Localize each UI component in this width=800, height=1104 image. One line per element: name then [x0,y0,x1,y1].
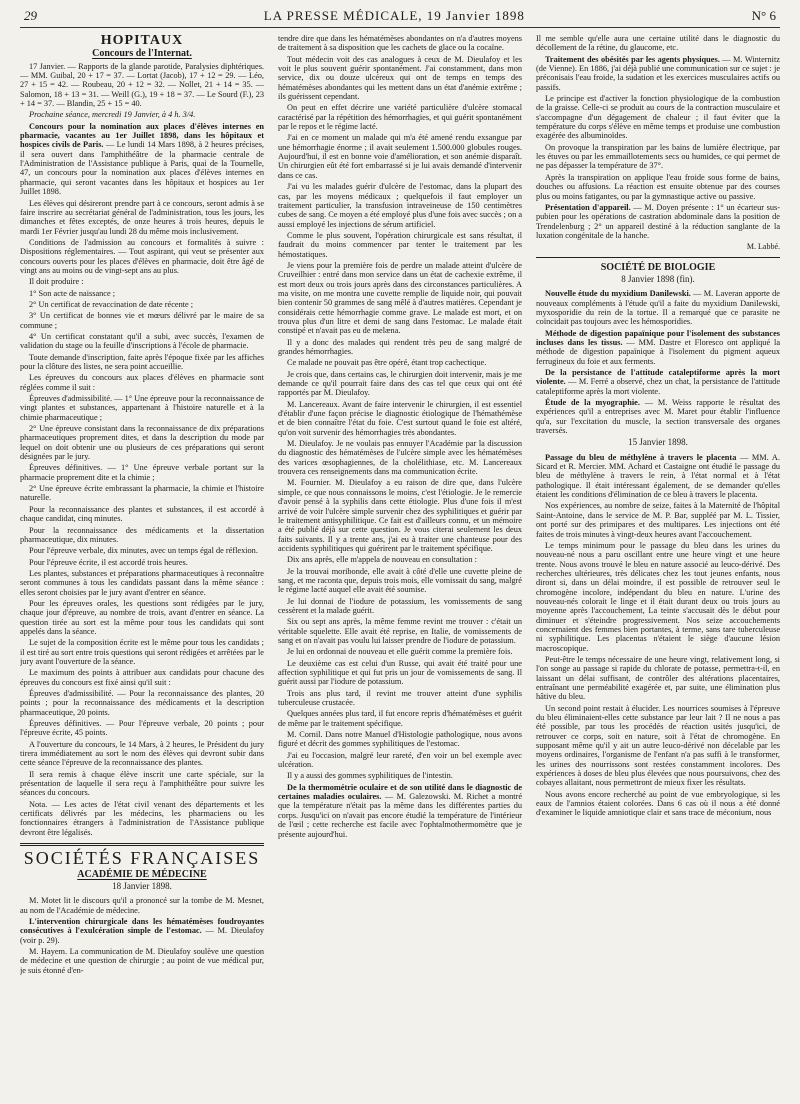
paragraph: On provoque la transpiration par les bains de lumière électrique, par les étuves ou par les emmaillotements secs ou humides, ce qui permet de ne pas dépasser la température de 37°. [536,142,780,171]
divider [536,257,780,258]
paragraph: 4° Un certificat constatant qu'il a subi, avec succès, l'examen de validation du stage ou la feuille d'inscriptions à l'école de pharmacie. [20,331,264,351]
paragraph: Le temps minimum pour le passage du bleu dans les urines du nouveau-né nous a paru oscillant entre une heure vingt et une heure trente. Nous avons trouvé le bleu en nature associé au leuco-dérivé. Des recherches ultérieures, très délicates chez les tout jeunes enfants, nous diront si, dans un délai moindre, il est possible de retrouver seul le chromogène incolore, indépendant du bleu en nature. L'urine des nouveau-nés colorait le linge et il était durant deux ou trois jours au moyenne après l'accouchement, La teinte s'accusait dès le début pour diminuer et s'éteindre progressivement. Nos seize accouchements concernaient des femmes bien portantes, à terme, sans tare tuberculeuse ni syphilitique. Les placentas n'étaient le siège d'aucune lésion macroscopique. [536,540,780,653]
paragraph: J'ai en ce moment un malade qui m'a été amené rendu exsangue par une hémorrhagie énorme ; il avait seulement 1.500.000 globules rouges. Aujourd'hui, il est en bonne voie d'amélioration, et son anémie disparaît. Un chirurgien eût été fort embarrassé si je lui avais demandé d'intervenir dans ce cas. [278,133,522,180]
paragraph-text: — M. Laveran apporte de nouveaux compléments à l'étude qu'il a faite du myxidium Danilewski, myxosporidie du rein de la tortue. Il a remarqué que ce parasite ne coïncidait pas toujours avec les hémosporidies. [536,289,780,327]
paragraph: M. Fournier. M. Dieulafoy a eu raison de dire que, dans l'ulcère simple, ce que nous connaissons le moins, c'est l'étiologie. Je le remercie d'avoir pensé à la syphilis dans cette étiologie. Plus d'une fois il m'est arrivé de voir l'ulcère simple survenir chez des syphilitiques et guérir par le traitement antisyphilitique. Ce fait est d'ailleurs connu, et un mémoire a été publié déjà sur cette question. Je vous citerai seulement les deux faits suivants. Il y a trente ans, j'ai eu à traiter une chanteuse pour des accidents syphilitiques qui guérirent par le traitement spécifique. [278,478,522,553]
paragraph: Il doit produire : [29,277,84,287]
paragraph: On peut en effet décrire une variété particulière d'ulcère stomacal caractérisé par la répétition des hémorrhagies, et qui guérit spontanément par le repos et le régime lacté. [278,103,522,132]
paragraph-text: — M. Doyen présente : 1° un écarteur sus-pubien pour les opérations de castration abdominale dans la position de Trendelenburg ; 2° un appareil destiné à la réduction sanglante de la luxation congénitale de la hanche. [536,202,780,240]
paragraph: Toute demande d'inscription, faite après l'époque fixée par les affiches pour la clôture des listes, ne sera point accueillie. [20,352,264,371]
paragraph: Le sujet de la composition écrite est le même pour tous les candidats ; il est tiré au sort entre trois questions qui seront rédigées et arrêtées par le jury avant l'ouverture de la séance. [20,638,264,666]
paragraph [20,122,264,197]
paragraph: Épreuves d'admissibilité. — Pour la reconnaissance des plantes, 20 points ; pour la reconnaissance des médicaments et la description pharmaceutique, 20 points. [20,689,264,717]
subsection-internat: Concours de l'Internat. [92,48,192,60]
running-head [20,8,780,28]
paragraph: Ce malade ne pouvait pas être opéré, étant trop cachectique. [287,358,487,368]
paragraph-text: — MM. Dastre et Floresco ont appliqué la méthode de digestion papaïnique à l'isolement du pigment aqueux ferrugineux du foie et aux ferments. [536,337,780,366]
paragraph: Le maximum des points à attribuer aux candidats pour chacune des épreuves du concours est fixé ainsi qu'il suit : [20,668,264,687]
paragraph: Il y a aussi des gommes syphilitiques de l'intestin. [287,771,453,781]
section-hopitaux: HOPITAUX [100,34,184,48]
paragraph-text: — M. Winternitz (de Vienne). En 1886, j'ai déjà publié une communication sur ce sujet : je préconisais l'eau froide, la sudation et les exercices musculaires actifs ou passifs. [536,54,780,92]
session-date: 8 Janvier 1898 (fin). [621,273,695,284]
paragraph-text: — M. Weiss rapporte le résultat des expériences qu'il a entreprises avec M. Maret pour établir l'influence qu'a, sur l'excitation du muscle, la section transversale des organes traversés. [536,398,780,436]
paragraph: 17 Janvier. — Rapports de la glande parotide, Paralysies diphtériques. — MM. Guibal, 20 + 17 = 37. — Lortat (Jacob), 17 + 12 = 29. — Léo, 27 + 15 = 42. — Roubeau, 20 + 12 = 32. — Nollet, 21 + 14 = 35. — Salomon, 18 + 13 = 31. — Weill (G.), 19 + 18 = 37. — Le Sourd (F.), 23 + 14 = 37. — Blandin, 25 + 15 = 40. [20,61,264,109]
paragraph: Quelques années plus tard, il fut encore repris d'hématémèses et guérit de même par le traitement spécifique. [278,709,522,728]
paragraph-heading: Traitement des obésités par les agents physiques. [545,54,720,64]
paragraph-heading: De la persistance de l'attitude cataleptiforme après la mort violente. [536,368,780,387]
section-societe-biologie: SOCIÉTÉ DE BIOLOGIE [600,261,716,273]
paragraph: Je lui en ordonnai de nouveau et elle guérit comme la première fois. [287,647,513,657]
paragraph-heading: Passage du bleu de méthylène à travers le placenta [545,452,737,462]
paragraph: Nota. — Les actes de l'état civil venant des départements et les certificats délivrés par les médecins, les pharmaciens ou les fonctionnaires étrangers à l'administration de l'Assistance publique devront être légalisés. [20,799,264,837]
paragraph: 2° Un certificat de revaccination de date récente ; [29,299,194,309]
paragraph: M. Lancereaux. Avant de faire intervenir le chirurgien, il est essentiel d'établir d'une façon précise le diagnostic étiologique de l'hémathémèse et de bien connaître l'état du foie. C'est surtout quand le foie est altéré, qu'on voit survenir des hémorrhagies très abondantes. [278,399,522,437]
paragraph: Épreuves d'admissibilité. — 1° Une épreuve pour la reconnaissance de vingt plantes et substances, appartenant à l'histoire naturelle et à la chimie pharmaceutique ; [20,394,264,422]
signature: M. Labbé. [746,242,780,252]
paragraph-text: — Le lundi 14 Mars 1898, à 2 heures précises, il sera ouvert dans l'amphithéâtre de la pharmacie centrale de l'Administration de l'Assistance publique à Paris, quai de la Tournelle, 47, un concours pour la nomination aux places d'élèves internes en pharmacie, qui seront vacantes dans les hôpitaux et hospices au 1er Juillet 1898. [20,140,264,197]
paragraph-heading: Présentation d'appareil. [545,202,631,212]
paragraph: Comme le plus souvent, l'opération chirurgicale est sans résultat, il faudrait du moins commencer par tenter le traitement par les hémostatiques. [278,230,522,259]
paragraph: 2° Une épreuve consistant dans la reconnaissance de dix préparations pharmaceutiques proprement dites, et dans la description du mode par lequel on doit obtenir une ou plusieurs de ces préparations qui seront désignées par le jury. [20,424,264,462]
paragraph: M. Dieulafoy. Je ne voulais pas ennuyer l'Académie par la discussion du diagnostic des hématémèses de l'ulcère simple avec les hématémèses des varices œsophagiennes, de la cholélithiase, etc. M. Lancereaux trouvera ces renseignements dans ma communication écrite. [278,439,522,477]
paragraph: Il y a donc des malades qui rendent très peu de sang malgré de grandes hémorrhagies. [278,337,522,356]
paragraph: M. Motet lit le discours qu'il a prononcé sur la tombe de M. Mesnet, au nom de l'Académie de médecine. [20,896,264,915]
paragraph: M. Cornil. Dans notre Manuel d'Histologie pathologique, nous avons figuré et décrit des gommes syphilitiques de l'estomac. [278,730,522,749]
column-3 [536,34,780,1094]
paragraph: Tout médecin voit des cas analogues à ceux de M. Dieulafoy et les voit le plus souvent guérir spontanément. J'ai constamment, dans mon service, dix ou douze ulcéreux qui ont de temps en temps des hématémèses abondantes qui les mettent dans un état d'anémie extrême ; ils guérissent cependant. [278,54,522,102]
paragraph: J'ai eu l'occasion, malgré leur rareté, d'en voir un bel exemple avec ulcération. [278,750,522,770]
paragraph-heading: De la thermométrie oculaire et de son utilité dans le diagnostic de certaines maladies oculaires. [278,782,522,802]
paragraph [20,917,264,945]
paragraph: Les plantes, substances et préparations pharmaceutiques à reconnaître seront communes à tous les candidats passant dans la même séance : elles seront choisies par le jury avant d'entrer en séance. [20,568,264,597]
paragraph-heading: Méthode de digestion papaïnique pour l'isolement des substances incluses dans les tissus. [536,328,780,347]
paragraph: Un second point restait à élucider. Les nourrices soumises à l'épreuve du bleu éliminaient-elles cette substance par leur lait ? Il ne nous a pas été possible, par tous les procédés de réaction usités jusqu'ici, de retrouver ce corps, soit en nature, soit à l'état de chromogène. En supposant même qu'il y ait un autre leuco-dérivé non décelable par les moyens ordinaires, l'organisme de l'enfant n'a pas suffi à le transformer, les urines des nourrissons sont restées constamment incolores. Des expériences à doses de bleu plus élevées que nous poursuivons, chez des cobayes allaitant, nous permettront de mieux fixer les résultats. [536,703,780,788]
session-date: 15 Janvier 1898. [628,437,688,448]
paragraph [536,289,780,326]
paragraph: Pour l'épreuve écrite, il est accordé trois heures. [29,557,188,567]
page-number: 29 [24,8,37,23]
paragraph: Il me semble qu'elle aura une certaine utilité dans le diagnostic du décollement de la rétine, du glaucome, etc. [536,34,780,53]
subsection-academie: ACADÉMIE DE MÉDECINE [77,868,207,880]
paragraph: Pour la reconnaissance des médicaments et la dissertation pharmaceutique, dix minutes. [20,525,264,544]
paragraph [536,203,780,240]
paragraph: Après la transpiration on applique l'eau froide sous forme de bains, douches ou affusions. La réaction est ensuite obtenue par des courses plus ou moins fatigantes, ou par la gymnastique active ou passive. [536,172,780,201]
paragraph [536,398,780,435]
column-1 [20,34,264,1094]
paragraph: Je viens pour la première fois de perdre un malade atteint d'ulcère de Cruveilhier : entré dans mon service dans un état de cachexie extrême, il est mort deux ou trois jours après dans des circonstances particulières. A ma visite, on me montra une cuvette remplie de liquide noir, qui pouvait bien contenir 50 grammes de sang mêlé à d'autres matières. Cependant je considérais cette hémorrhagie comme grave. Le malade est mort, et on trouva plus d'un litre et demi de sang dans l'estomac. Le malade était constipé et n'avait pas eu de melæna. [278,260,522,336]
paragraph: Je crois que, dans certains cas, le chirurgien doit intervenir, mais je me demande ce qu'il pourrait faire dans des cas tel que ceux qui ont été rapportés par M. Dieulafoy. [278,369,522,398]
session-date: 18 Janvier 1898. [112,880,172,891]
paragraph: Il sera remis à chaque élève inscrit une carte spéciale, sur la présentation de laquelle il sera reçu à l'amphithéâtre pour suivre les séances du concours. [20,769,264,798]
paragraph: Les épreuves du concours aux places d'élèves en pharmacie sont réglées comme il suit : [20,373,264,392]
paragraph-text: — M. Galezowski. M. Richet a montré que la température n'était pas la même dans les différentes parties du corps. Jusqu'ici on n'avait pas encore étudié la température de l'intérieur de l'œil ; cette recherche est facile avec l'ophtalmothermomètre que je présente aujourd'hui. [278,792,522,839]
paragraph-heading: Étude de la myographie. [545,398,640,408]
paragraph-heading: Concours pour la nomination aux places d'élèves internes en pharmacie, vacantes au 1er Juillet 1898, dans les hôpitaux et hospices civils de Paris. [20,121,264,150]
paragraph: Les élèves qui désireront prendre part à ce concours, seront admis à se faire inscrire au secrétariat général de l'administration, tous les jours, les dimanches et fêtes exceptés, de onze heures à trois heures, depuis le mardi 1er Février jusqu'au lundi 28 du même mois inclusivement. [20,198,264,236]
paragraph-heading: L'intervention chirurgicale dans les hématémèses foudroyantes consécutives à l'exulcération simple de l'estomac. [20,916,264,936]
divider [20,843,264,846]
paragraph: 1° Son acte de naissance ; [29,288,116,298]
paragraph: Je la trouvai moribonde, elle avait à côté d'elle une cuvette pleine de sang, et me raconta que, depuis trois mois, elle vomissait du sang, malgré le régime lacté auquel elle avait été soumise. [278,566,522,595]
paragraph: Conditions de l'admission au concours et formalités à suivre : Dispositions réglementaires. — Tout aspirant, qui veut se présenter aux concours ouverts pour les places d'élèves en pharmacie, doit être âgé de vingt ans au moins ou de vingt-sept ans au plus. [20,237,264,275]
paragraph: Peut-être le temps nécessaire de une heure vingt, relativement long, si l'on songe au passage si rapide du chlorate de potasse, permettra-t-il, en laissant un délai suffisant, de contrôler des altérations placentaires, entraînant une perméabilité exagérée et, par suite, une élimination plus hâtive du bleu. [536,654,780,702]
paragraph: Prochaine séance, mercredi 19 Janvier, à 4 h. 3/4. [29,110,196,120]
paragraph: Épreuves définitives. — Pour l'épreuve verbale, 20 points ; pour l'épreuve écrite, 45 points. [20,719,264,738]
paragraph: Dix ans après, elle m'appela de nouveau en consultation : [287,555,477,565]
issue-number: N° 6 [751,8,776,23]
section-societes-francaises: SOCIÉTÉS FRANÇAISES [23,848,261,869]
column-2 [278,34,522,1094]
paragraph: Pour la reconnaissance des plantes et substances, il est accordé à chaque candidat, cinq minutes. [20,504,264,524]
paragraph: Pour l'épreuve verbale, dix minutes, avec un temps égal de réflexion. [29,546,258,556]
paragraph-text: — M. Dieulafoy (voir p. 29). [20,926,264,945]
paragraph: Épreuves définitives. — 1° Une épreuve verbale portant sur la pharmacie proprement dite et la chimie ; [20,463,264,482]
paragraph [278,783,522,839]
journal-title: LA PRESSE MÉDICALE, 19 Janvier 1898 [263,8,525,23]
paragraph: A l'ouverture du concours, le 14 Mars, à 2 heures, le Président du jury tirera immédiatement au sort le nom des élèves qui devront subir dans cette séance l'épreuve de la reconnaissance des plantes. [20,739,264,768]
paragraph: Nous avons encore recherché au point de vue embryologique, si les eaux de l'amnios étaient colorées. Dans 6 cas où il nous a été donné d'examiner le liquide amniotique clair et sans trace de méconium, nous [536,789,780,818]
paragraph: Pour les épreuves orales, les questions sont rédigées par le jury, chaque jour d'épreuve, au nombre de trois, avant d'entrer en séance. La question tirée au sort est la même pour tous les candidats qui sont appelés dans la séance. [20,598,264,636]
paragraph: Le deuxième cas est celui d'un Russe, qui avait été traité pour une affection syphilitique et qui fut pris un jour de vomissements de sang. Il guérit aussi par l'iodure de potassium. [278,658,522,687]
paragraph [536,55,780,92]
paragraph: tendre dire que dans les hématémèses abondantes on n'a d'autres moyens de traitement à sa disposition que les cachets de glace ou la cocaïne. [278,34,522,53]
paragraph-heading: Nouvelle étude du myxidium Danilewski. [545,289,691,299]
paragraph [536,329,780,366]
paragraph: 2° Une épreuve écrite embrassant la pharmacie, la chimie et l'histoire naturelle. [20,484,264,503]
paragraph [536,453,780,500]
paragraph: Nos expériences, au nombre de seize, faites à la Maternité de l'hôpital Saint-Antoine, dans le service de M. P. Bar, suppléé par M. L. Tissier, ont porté sur des primipares et des multipares. Les injections ont été faites de trois minutes à vingt-deux heures avant l'accouchement. [536,501,780,539]
paragraph: M. Hayem. La communication de M. Dieulafoy soulève une question de médecine et une question de chirurgie ; au point de vue médical pur, je suis étonné d'en- [20,946,264,975]
paragraph: Trois ans plus tard, il revint me trouver atteint d'une syphilis tuberculeuse crustacée. [278,688,522,708]
paragraph: Le principe est d'activer la fonction physiologique de la combustion de la graisse. Celle-ci se produit au cours de la contraction musculaire et s'accompagne d'un dégagement de chaleur ; il faut éviter que la température du corps s'élève en même temps et produise une combustion exagérée des albuminoïdes. [536,94,780,141]
paragraph: Six ou sept ans après, la même femme revint me trouver : c'était un véritable squelette. Elle avait été reprise, en Italie, de vomissements de sang et on n'avait pas voulu lui laisser prendre de l'iodure de potassium. [278,617,522,645]
paragraph-text: — MM. A. Sicard et R. Mercier. MM. Achard et Castaigne ont étudié le passage du bleu de méthylène à travers le rein, à l'état normal et à l'état pathologique. Il était intéressant également, de se demander qu'elles étaient les conditions d'élimination de ce bleu à travers le placenta. [536,452,780,500]
paragraph: Je lui donnai de l'iodure de potassium, les vomissements de sang cessèrent et la malade guérit. [278,596,522,615]
paragraph [536,368,780,396]
paragraph: J'ai vu les malades guérir d'ulcère de l'estomac, dans la plupart des cas, par les moyens médicaux ; quelquefois il faut employer un traitement particulier, la transfusion intraveineuse de 150 centimètres cubes de sang. Ce moyen a été employé plus d'une fois avec succès ; on a aussi employé les injections de sérum artificiel. [278,182,522,229]
columns [20,34,780,1094]
paragraph-text: — M. Ferré a observé, chez un chat, la persistance de l'attitude cataleptiforme après la mort violente. [536,377,780,396]
paragraph: 3° Un certificat de bonnes vie et mœurs délivré par le maire de sa commune ; [20,311,264,330]
